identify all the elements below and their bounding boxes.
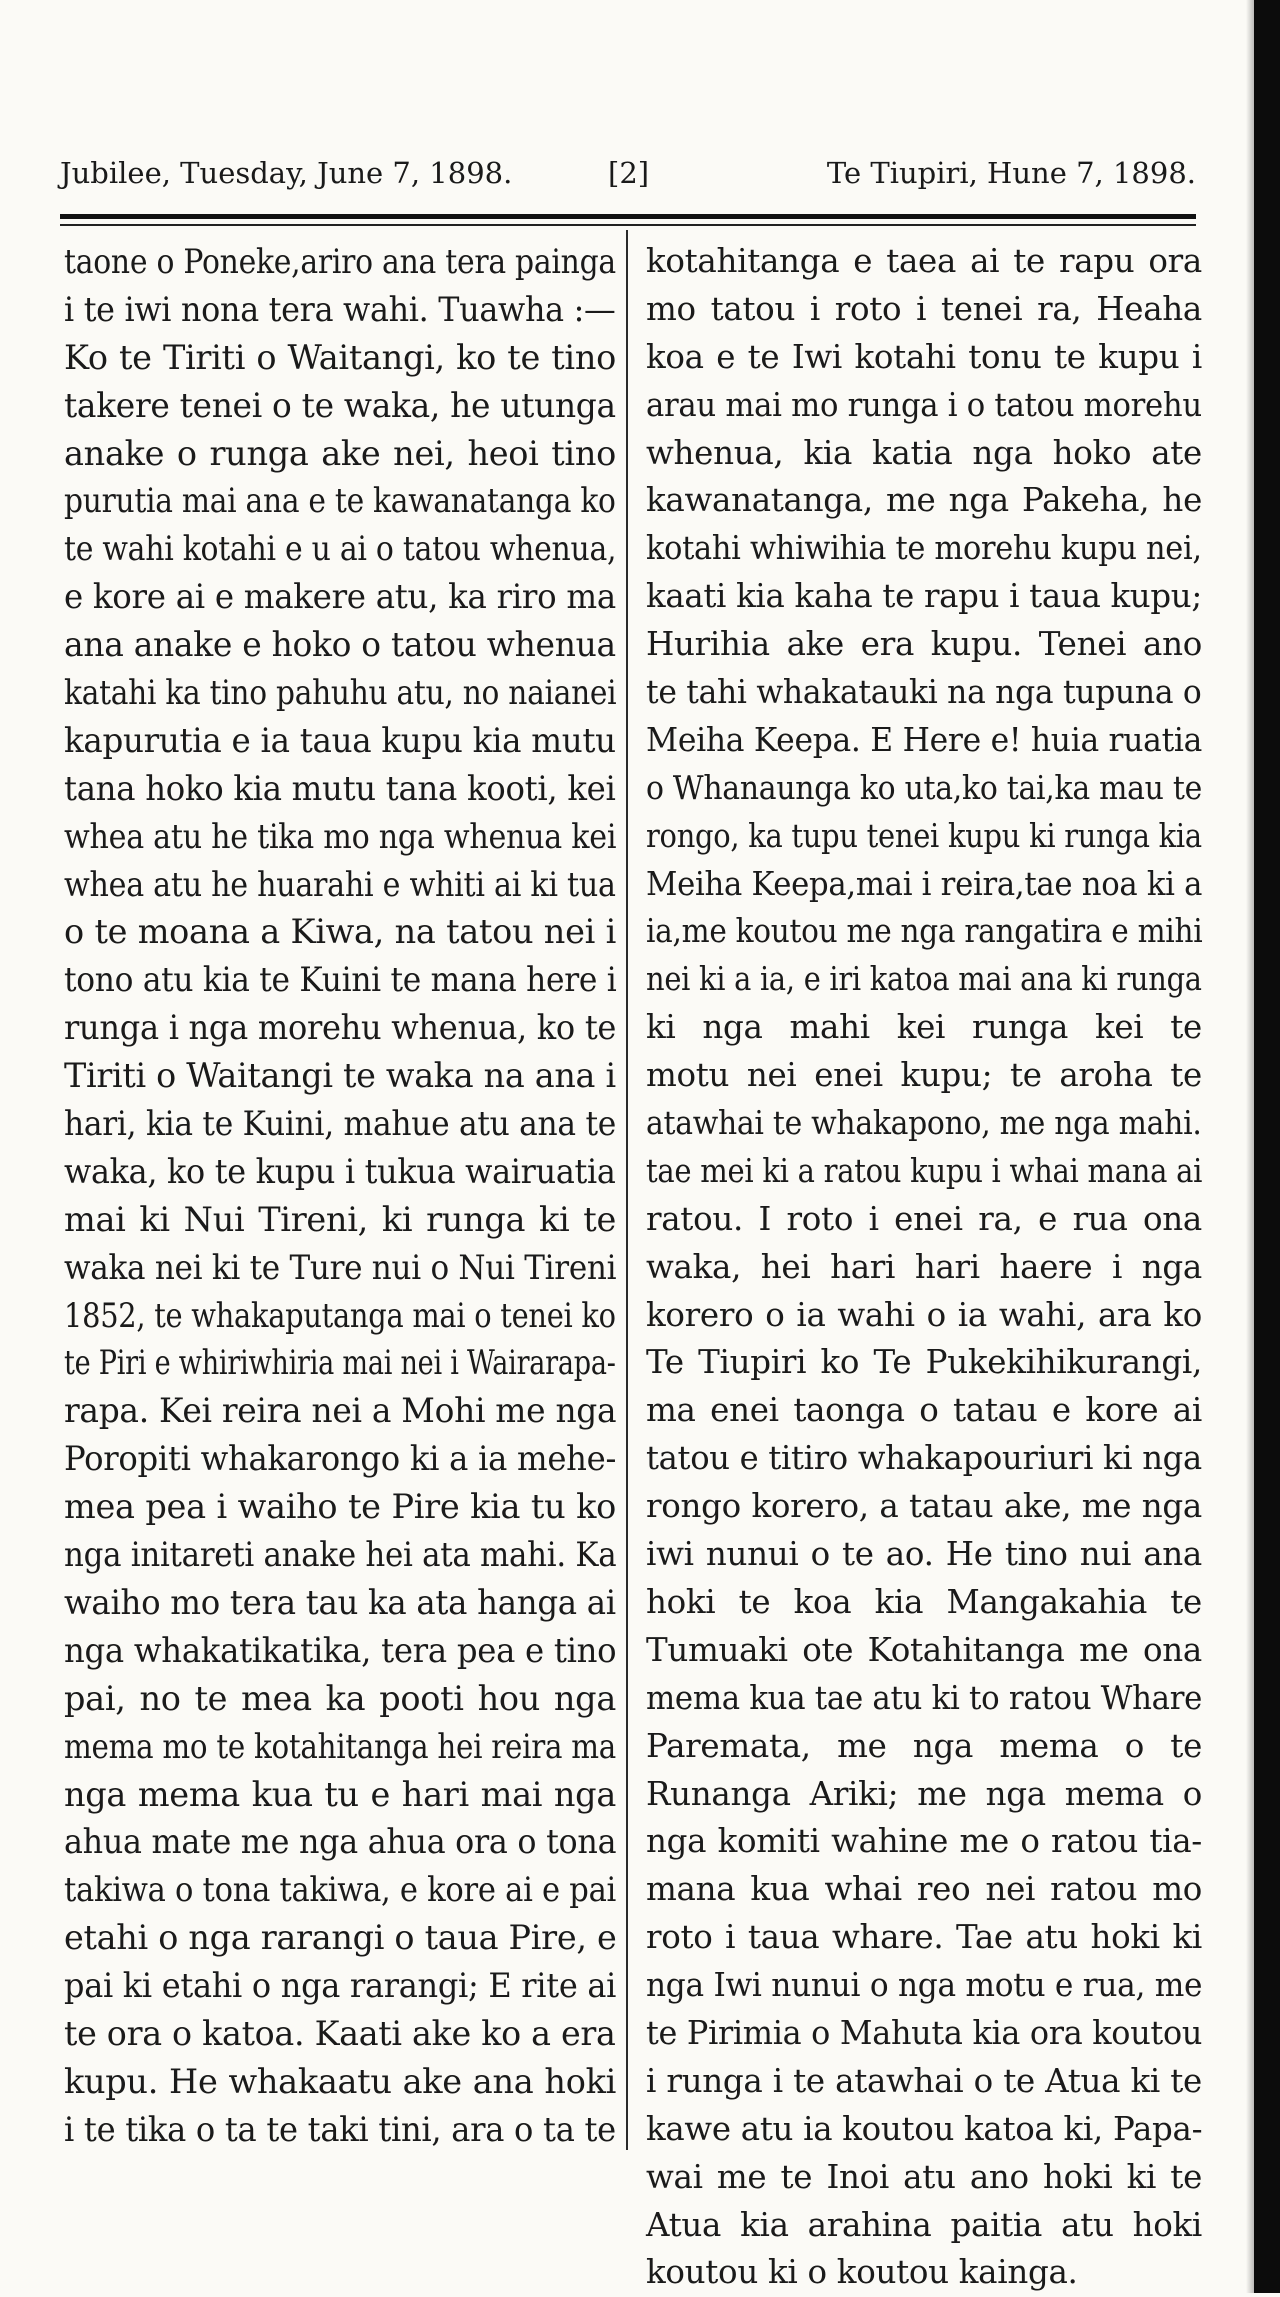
text-line: hari, kia te Kuini, mahue atu ana te xyxy=(64,1104,616,1144)
text-line: ratou. I roto i enei ra, e rua ona xyxy=(646,1199,1202,1238)
text-line: koa e te Iwi kotahi tonu te kupu i xyxy=(646,337,1202,376)
text-line: taone o Poneke,ariro ana tera painga xyxy=(64,242,616,281)
text-line: nga whakatikatika, tera pea e tino xyxy=(64,1630,617,1670)
text-line: koutou ki o koutou kainga. xyxy=(646,2253,1078,2292)
text-line: Meiha Keepa,mai i reira,tae noa ki a xyxy=(646,864,1203,903)
text-line: kawanatanga, me nga Pakeha, he xyxy=(646,481,1202,520)
text-line: te ora o katoa. Kaati ake ko a era xyxy=(64,2013,616,2053)
text-line: o Whanaunga ko uta,ko tai,ka mau te xyxy=(646,768,1202,807)
text-line: ia,me koutou me nga rangatira e mihi xyxy=(646,912,1203,951)
text-line: whea atu he tika mo nga whenua kei xyxy=(64,816,617,856)
text-line: i te tika o ta te taki tini, ara o ta te xyxy=(64,2109,616,2149)
text-line: hoki te koa kia Mangakahia te xyxy=(646,1582,1202,1621)
text-line: ki nga mahi kei runga kei te xyxy=(646,1008,1202,1047)
text-line: pai ki etahi o nga rarangi; E rite ai xyxy=(64,1966,617,2006)
text-line: rapa. Kei reira nei a Mohi me nga xyxy=(64,1391,617,1431)
page-number: [2] xyxy=(608,156,650,190)
text-line: kotahi whiwihia te morehu kupu nei, xyxy=(646,529,1202,568)
page-header xyxy=(60,148,1196,198)
text-line: tono atu kia te Kuini te mana here i xyxy=(64,960,617,1000)
text-line: ahua mate me nga ahua ora o tona xyxy=(64,1822,617,1862)
page-edge-shadow xyxy=(1246,0,1254,2293)
text-line: roto i taua whare. Tae atu hoki ki xyxy=(646,1918,1202,1957)
text-line: mai ki Nui Tireni, ki runga ki te xyxy=(64,1199,616,1239)
text-line: mea pea i waiho te Pire kia tu ko xyxy=(64,1487,616,1527)
text-line: kotahitanga e taea ai te rapu ora xyxy=(646,242,1202,280)
text-line: Hurihia ake era kupu. Tenei ano xyxy=(646,625,1202,664)
text-line: nga initareti anake hei ata mahi. Ka xyxy=(64,1535,617,1575)
text-line: nga komiti wahine me o ratou tia- xyxy=(646,1822,1202,1861)
text-line: waka, ko te kupu i tukua wairuatia xyxy=(64,1151,616,1191)
text-line: etahi o nga rarangi o taua Pire, e xyxy=(64,1918,617,1958)
text-line: atawhai te whakapono, me nga mahi. xyxy=(646,1104,1202,1143)
header-date-maori: Te Tiupiri, Hune 7, 1898. xyxy=(826,156,1196,190)
scan-edge xyxy=(1254,0,1280,2293)
text-line: Runanga Ariki; me nga mema o xyxy=(646,1774,1202,1813)
text-line: te Piri e whiriwhiria mai nei i Wairarapa- xyxy=(64,1343,616,1383)
text-line: mana kua whai reo nei ratou mo xyxy=(646,1870,1202,1909)
text-line: i runga i te atawhai o te Atua ki te xyxy=(646,2061,1202,2100)
text-line: arau mai mo runga i o tatou morehu xyxy=(646,385,1202,424)
text-line: nei ki a ia, e iri katoa mai ana ki runga xyxy=(646,960,1202,999)
text-line: takere tenei o te waka, he utunga xyxy=(64,385,616,425)
text-line: ma enei taonga o tatau e kore ai xyxy=(646,1391,1202,1430)
text-line: pai, no te mea ka pooti hou nga xyxy=(64,1678,616,1718)
text-line: i te iwi nona tera wahi. Tuawha :— xyxy=(64,289,616,329)
text-line: e kore ai e makere atu, ka riro ma xyxy=(64,577,616,617)
left-column-text xyxy=(64,238,616,2154)
text-line: ana anake e hoko o tatou whenua xyxy=(64,625,616,665)
text-line: waka nei ki te Ture nui o Nui Tireni xyxy=(64,1247,617,1287)
text-line: tana hoko kia mutu tana kooti, kei xyxy=(64,768,616,808)
text-line: waiho mo tera tau ka ata hanga ai xyxy=(64,1582,616,1622)
text-line: te tahi whakatauki na nga tupuna o xyxy=(646,673,1202,712)
text-line: tatou e titiro whakapouriuri ki nga xyxy=(646,1439,1202,1478)
text-line: kupu. He whakaatu ake ana hoki xyxy=(64,2061,616,2101)
text-line: katahi ka tino pahuhu atu, no naianei xyxy=(64,673,617,713)
text-line: kawe atu ia koutou katoa ki, Papa- xyxy=(646,2109,1203,2148)
text-line: motu nei enei kupu; te aroha te xyxy=(646,1056,1202,1095)
text-line: anake o runga ake nei, heoi tino xyxy=(64,433,616,473)
text-line: Ko te Tiriti o Waitangi, ko te tino xyxy=(64,337,616,377)
text-line: 1852, te whakaputanga mai o tenei ko xyxy=(64,1295,616,1335)
text-line: nga Iwi nunui o nga motu e rua, me xyxy=(646,1966,1203,2005)
text-line: purutia mai ana e te kawanatanga ko xyxy=(64,481,616,521)
text-line: nga mema kua tu e hari mai nga xyxy=(64,1774,616,1814)
text-line: te Pirimia o Mahuta kia ora koutou xyxy=(646,2013,1203,2052)
text-line: takiwa o tona takiwa, e kore ai e pai xyxy=(64,1870,617,1910)
text-line: whea atu he huarahi e whiti ai ki tua xyxy=(64,864,616,904)
text-line: waka, hei hari hari haere i nga xyxy=(646,1247,1202,1286)
text-line: Tumuaki ote Kotahitanga me ona xyxy=(646,1630,1202,1669)
header-rule-thick xyxy=(60,214,1196,219)
text-line: Te Tiupiri ko Te Pukekihikurangi, xyxy=(646,1343,1202,1382)
text-line: Tiriti o Waitangi te waka na ana i xyxy=(64,1056,616,1096)
text-line: korero o ia wahi o ia wahi, ara ko xyxy=(646,1295,1202,1334)
text-line: whenua, kia katia nga hoko ate xyxy=(646,433,1202,472)
header-date-english: Jubilee, Tuesday, June 7, 1898. xyxy=(60,156,513,190)
text-line: mema mo te kotahitanga hei reira ma xyxy=(64,1726,616,1766)
text-line: kaati kia kaha te rapu i taua kupu; xyxy=(646,577,1202,616)
text-line: tae mei ki a ratou kupu i whai mana ai xyxy=(646,1151,1203,1190)
text-line: Poropiti whakarongo ki a ia mehe- xyxy=(64,1439,617,1479)
text-line: Paremata, me nga mema o te xyxy=(646,1726,1202,1765)
text-line: Meiha Keepa. E Here e! huia ruatia xyxy=(646,720,1203,759)
text-line: mema kua tae atu ki to ratou Whare xyxy=(646,1678,1203,1717)
text-line: te wahi kotahi e u ai o tatou whenua, xyxy=(64,529,617,569)
text-line: mo tatou i roto i tenei ra, Heaha xyxy=(646,289,1202,328)
text-line: wai me te Inoi atu ano hoki ki te xyxy=(646,2157,1202,2196)
header-rule-thin xyxy=(60,224,1196,226)
text-line: iwi nunui o te ao. He tino nui ana xyxy=(646,1535,1202,1574)
text-line: rongo, ka tupu tenei kupu ki runga kia xyxy=(646,816,1202,855)
text-line: kapurutia e ia taua kupu kia mutu xyxy=(64,720,616,760)
column-divider xyxy=(626,230,628,2150)
text-line: o te moana a Kiwa, na tatou nei i xyxy=(64,912,616,952)
text-line: runga i nga morehu whenua, ko te xyxy=(64,1008,617,1048)
right-column-text xyxy=(646,238,1202,2297)
text-line: Atua kia arahina paitia atu hoki xyxy=(646,2205,1202,2244)
text-line: rongo korero, a tatau ake, me nga xyxy=(646,1487,1202,1526)
